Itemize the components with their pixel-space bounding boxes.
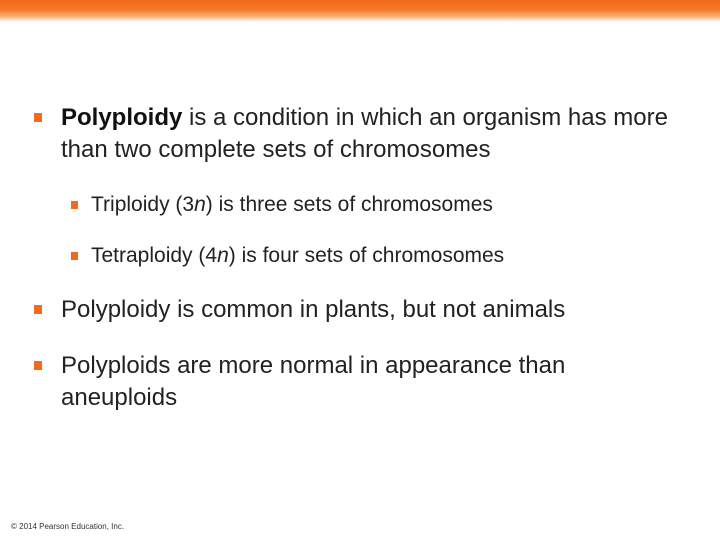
- text-segment: ) is four sets of chromosomes: [228, 244, 505, 267]
- bullet-polyploidy-definition: [34, 102, 684, 166]
- bullet-text: [61, 102, 684, 166]
- sub-bullet-tetraploidy: [71, 243, 671, 269]
- sub-bullet-text: [91, 192, 671, 218]
- bullet-plants-animals: [34, 294, 684, 326]
- term-polyploidy: Polyploidy: [61, 104, 183, 131]
- sub-bullet-text: [91, 243, 671, 269]
- italic-n: n: [217, 244, 229, 267]
- square-bullet-icon: [34, 361, 42, 370]
- bullet-text: Polyploidy is common in plants, but not animals: [61, 296, 566, 323]
- text-segment: Tetraploidy (4: [91, 244, 218, 267]
- text-segment: Triploidy (3: [91, 193, 195, 216]
- square-bullet-icon: [34, 113, 42, 122]
- bullet-text: Polyploids are more normal in appearance than aneuploids: [61, 352, 566, 411]
- text-segment: ) is three sets of chromosomes: [205, 193, 493, 216]
- bullet-polyploids-appearance: [34, 350, 684, 414]
- square-bullet-icon: [71, 201, 78, 209]
- square-bullet-icon: [34, 305, 42, 314]
- definition-text: is a condition in which an organism has more than two complete sets of chromosomes: [61, 104, 668, 163]
- italic-n: n: [194, 193, 206, 216]
- copyright-notice: © 2014 Pearson Education, Inc.: [11, 522, 125, 531]
- sub-bullet-triploidy: [71, 192, 671, 218]
- square-bullet-icon: [71, 252, 78, 260]
